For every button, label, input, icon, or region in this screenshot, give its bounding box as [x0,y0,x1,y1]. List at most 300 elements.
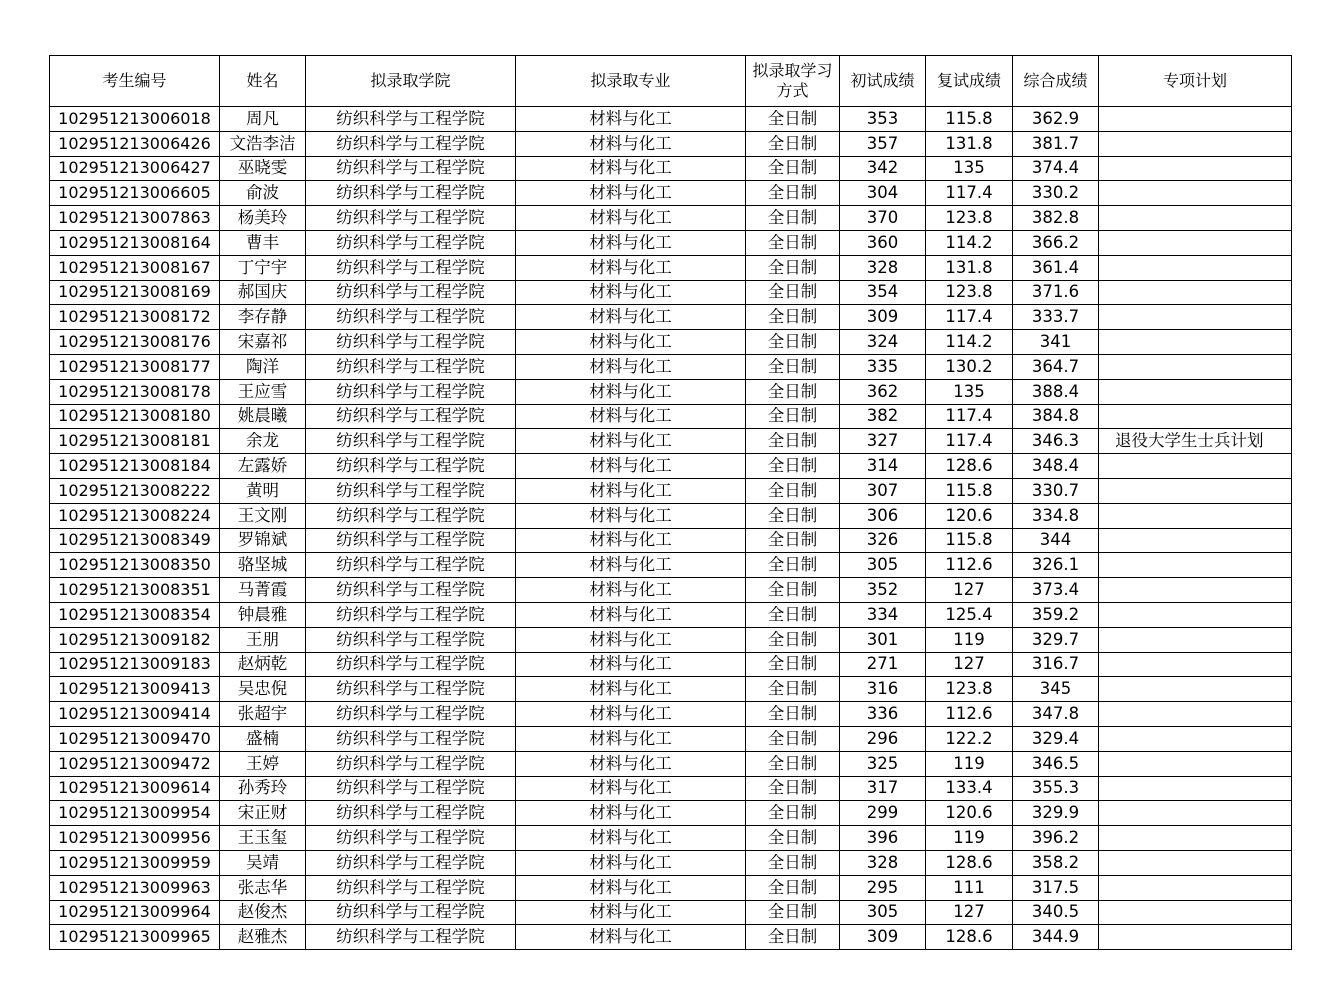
table-row [50,503,1292,528]
cell-initial-score: 271 [840,652,926,677]
cell-total-score: 388.4 [1013,379,1099,404]
cell-total-score: 330.2 [1013,181,1099,206]
cell-retest-score: 117.4 [926,181,1013,206]
cell-exam-id: 102951213006018 [50,107,220,132]
header-exam-id: 考生编号 [50,56,220,107]
cell-exam-id: 102951213008222 [50,478,220,503]
cell-exam-id: 102951213009956 [50,826,220,851]
cell-major: 材料与化工 [516,478,746,503]
cell-name: 曹丰 [220,230,306,255]
cell-college: 纺织科学与工程学院 [306,156,516,181]
cell-college: 纺织科学与工程学院 [306,925,516,950]
cell-study-mode: 全日制 [746,553,840,578]
cell-retest-score: 112.6 [926,702,1013,727]
cell-total-score: 329.9 [1013,801,1099,826]
cell-study-mode: 全日制 [746,900,840,925]
header-total-score: 综合成绩 [1013,56,1099,107]
cell-exam-id: 102951213008164 [50,230,220,255]
cell-retest-score: 115.8 [926,528,1013,553]
cell-retest-score: 122.2 [926,726,1013,751]
cell-total-score: 361.4 [1013,255,1099,280]
cell-special-plan [1099,131,1292,156]
cell-major: 材料与化工 [516,206,746,231]
table-body [50,107,1292,950]
cell-study-mode: 全日制 [746,230,840,255]
cell-exam-id: 102951213008349 [50,528,220,553]
cell-exam-id: 102951213007863 [50,206,220,231]
cell-exam-id: 102951213009182 [50,627,220,652]
cell-college: 纺织科学与工程学院 [306,652,516,677]
table-row [50,900,1292,925]
cell-major: 材料与化工 [516,553,746,578]
cell-name: 姚晨曦 [220,404,306,429]
cell-retest-score: 127 [926,578,1013,603]
cell-study-mode: 全日制 [746,652,840,677]
cell-initial-score: 328 [840,255,926,280]
cell-major: 材料与化工 [516,379,746,404]
cell-major: 材料与化工 [516,776,746,801]
cell-exam-id: 102951213008167 [50,255,220,280]
cell-study-mode: 全日制 [746,255,840,280]
cell-retest-score: 128.6 [926,925,1013,950]
cell-study-mode: 全日制 [746,131,840,156]
cell-initial-score: 370 [840,206,926,231]
cell-exam-id: 102951213008180 [50,404,220,429]
table-row [50,305,1292,330]
cell-name: 巫晓雯 [220,156,306,181]
cell-study-mode: 全日制 [746,478,840,503]
cell-study-mode: 全日制 [746,726,840,751]
cell-name: 王婷 [220,751,306,776]
cell-study-mode: 全日制 [746,801,840,826]
cell-retest-score: 135 [926,156,1013,181]
cell-study-mode: 全日制 [746,503,840,528]
cell-retest-score: 127 [926,652,1013,677]
cell-college: 纺织科学与工程学院 [306,206,516,231]
table-row [50,280,1292,305]
table-row [50,776,1292,801]
cell-retest-score: 114.2 [926,330,1013,355]
cell-college: 纺织科学与工程学院 [306,702,516,727]
cell-major: 材料与化工 [516,354,746,379]
cell-retest-score: 114.2 [926,230,1013,255]
cell-initial-score: 335 [840,354,926,379]
header-row [50,56,1292,107]
cell-major: 材料与化工 [516,925,746,950]
table-row [50,528,1292,553]
cell-initial-score: 316 [840,677,926,702]
cell-special-plan [1099,230,1292,255]
cell-major: 材料与化工 [516,652,746,677]
cell-major: 材料与化工 [516,578,746,603]
cell-study-mode: 全日制 [746,776,840,801]
cell-total-score: 381.7 [1013,131,1099,156]
table-row [50,206,1292,231]
header-study-mode: 拟录取学习方式 [746,56,840,107]
cell-retest-score: 133.4 [926,776,1013,801]
cell-major: 材料与化工 [516,429,746,454]
cell-study-mode: 全日制 [746,454,840,479]
cell-major: 材料与化工 [516,454,746,479]
cell-exam-id: 102951213008350 [50,553,220,578]
cell-special-plan [1099,751,1292,776]
cell-retest-score: 123.8 [926,280,1013,305]
cell-retest-score: 123.8 [926,677,1013,702]
table-row [50,454,1292,479]
cell-name: 骆坚城 [220,553,306,578]
table-row [50,404,1292,429]
cell-initial-score: 354 [840,280,926,305]
cell-name: 马菁霞 [220,578,306,603]
table-row [50,850,1292,875]
cell-name: 宋正财 [220,801,306,826]
cell-initial-score: 334 [840,602,926,627]
cell-retest-score: 117.4 [926,305,1013,330]
table-row [50,553,1292,578]
cell-name: 陶洋 [220,354,306,379]
cell-exam-id: 102951213006427 [50,156,220,181]
cell-retest-score: 125.4 [926,602,1013,627]
cell-college: 纺织科学与工程学院 [306,131,516,156]
cell-major: 材料与化工 [516,156,746,181]
cell-major: 材料与化工 [516,181,746,206]
cell-special-plan [1099,305,1292,330]
cell-college: 纺织科学与工程学院 [306,900,516,925]
cell-initial-score: 325 [840,751,926,776]
cell-initial-score: 305 [840,900,926,925]
cell-study-mode: 全日制 [746,379,840,404]
cell-exam-id: 102951213008178 [50,379,220,404]
cell-name: 王玉玺 [220,826,306,851]
cell-special-plan [1099,379,1292,404]
cell-name: 王应雪 [220,379,306,404]
cell-special-plan [1099,528,1292,553]
cell-initial-score: 304 [840,181,926,206]
cell-exam-id: 102951213009414 [50,702,220,727]
cell-exam-id: 102951213008184 [50,454,220,479]
cell-name: 丁宁宇 [220,255,306,280]
cell-total-score: 362.9 [1013,107,1099,132]
cell-college: 纺织科学与工程学院 [306,776,516,801]
cell-name: 赵俊杰 [220,900,306,925]
cell-study-mode: 全日制 [746,850,840,875]
cell-exam-id: 102951213008169 [50,280,220,305]
cell-total-score: 334.8 [1013,503,1099,528]
cell-special-plan [1099,677,1292,702]
cell-name: 余龙 [220,429,306,454]
cell-college: 纺织科学与工程学院 [306,850,516,875]
cell-major: 材料与化工 [516,107,746,132]
cell-retest-score: 128.6 [926,454,1013,479]
cell-exam-id: 102951213009614 [50,776,220,801]
table-row [50,230,1292,255]
cell-special-plan [1099,181,1292,206]
header-initial-score: 初试成绩 [840,56,926,107]
cell-initial-score: 342 [840,156,926,181]
cell-college: 纺织科学与工程学院 [306,602,516,627]
table-row [50,107,1292,132]
cell-college: 纺织科学与工程学院 [306,107,516,132]
cell-special-plan [1099,404,1292,429]
cell-retest-score: 120.6 [926,801,1013,826]
cell-major: 材料与化工 [516,900,746,925]
cell-total-score: 366.2 [1013,230,1099,255]
table-row [50,156,1292,181]
table-row [50,801,1292,826]
cell-total-score: 382.8 [1013,206,1099,231]
cell-exam-id: 102951213008177 [50,354,220,379]
cell-total-score: 364.7 [1013,354,1099,379]
cell-study-mode: 全日制 [746,404,840,429]
cell-initial-score: 362 [840,379,926,404]
cell-major: 材料与化工 [516,702,746,727]
table-row [50,751,1292,776]
header-name: 姓名 [220,56,306,107]
cell-total-score: 345 [1013,677,1099,702]
cell-college: 纺织科学与工程学院 [306,454,516,479]
cell-initial-score: 327 [840,429,926,454]
cell-retest-score: 119 [926,627,1013,652]
cell-college: 纺织科学与工程学院 [306,528,516,553]
cell-initial-score: 306 [840,503,926,528]
cell-study-mode: 全日制 [746,280,840,305]
cell-retest-score: 117.4 [926,404,1013,429]
cell-exam-id: 102951213009964 [50,900,220,925]
cell-study-mode: 全日制 [746,156,840,181]
cell-total-score: 340.5 [1013,900,1099,925]
cell-total-score: 317.5 [1013,875,1099,900]
cell-college: 纺织科学与工程学院 [306,627,516,652]
cell-major: 材料与化工 [516,255,746,280]
cell-major: 材料与化工 [516,677,746,702]
cell-special-plan [1099,652,1292,677]
table-row [50,925,1292,950]
cell-total-score: 333.7 [1013,305,1099,330]
cell-special-plan [1099,726,1292,751]
cell-total-score: 384.8 [1013,404,1099,429]
cell-special-plan [1099,454,1292,479]
cell-initial-score: 396 [840,826,926,851]
cell-special-plan [1099,627,1292,652]
cell-college: 纺织科学与工程学院 [306,429,516,454]
cell-college: 纺织科学与工程学院 [306,578,516,603]
cell-initial-score: 360 [840,230,926,255]
cell-college: 纺织科学与工程学院 [306,677,516,702]
cell-college: 纺织科学与工程学院 [306,801,516,826]
cell-study-mode: 全日制 [746,826,840,851]
cell-study-mode: 全日制 [746,677,840,702]
cell-exam-id: 102951213008181 [50,429,220,454]
cell-major: 材料与化工 [516,330,746,355]
cell-college: 纺织科学与工程学院 [306,280,516,305]
cell-college: 纺织科学与工程学院 [306,553,516,578]
cell-retest-score: 131.8 [926,255,1013,280]
cell-name: 左露娇 [220,454,306,479]
table-row [50,702,1292,727]
cell-major: 材料与化工 [516,826,746,851]
table-row [50,677,1292,702]
cell-total-score: 371.6 [1013,280,1099,305]
cell-study-mode: 全日制 [746,354,840,379]
cell-retest-score: 112.6 [926,553,1013,578]
cell-college: 纺织科学与工程学院 [306,875,516,900]
table-row [50,875,1292,900]
cell-college: 纺织科学与工程学院 [306,751,516,776]
cell-name: 钟晨雅 [220,602,306,627]
cell-exam-id: 102951213009413 [50,677,220,702]
cell-name: 盛楠 [220,726,306,751]
header-special-plan: 专项计划 [1099,56,1292,107]
cell-major: 材料与化工 [516,850,746,875]
cell-college: 纺织科学与工程学院 [306,181,516,206]
table-row [50,578,1292,603]
cell-major: 材料与化工 [516,230,746,255]
cell-name: 郝国庆 [220,280,306,305]
cell-total-score: 355.3 [1013,776,1099,801]
cell-college: 纺织科学与工程学院 [306,826,516,851]
cell-initial-score: 328 [840,850,926,875]
cell-study-mode: 全日制 [746,305,840,330]
cell-initial-score: 309 [840,925,926,950]
cell-retest-score: 120.6 [926,503,1013,528]
table-row [50,131,1292,156]
cell-exam-id: 102951213009963 [50,875,220,900]
cell-major: 材料与化工 [516,280,746,305]
cell-college: 纺织科学与工程学院 [306,230,516,255]
cell-total-score: 359.2 [1013,602,1099,627]
table-row [50,429,1292,454]
cell-exam-id: 102951213009472 [50,751,220,776]
cell-special-plan [1099,850,1292,875]
cell-name: 俞波 [220,181,306,206]
cell-special-plan [1099,553,1292,578]
cell-name: 孙秀玲 [220,776,306,801]
cell-total-score: 341 [1013,330,1099,355]
cell-exam-id: 102951213008176 [50,330,220,355]
cell-study-mode: 全日制 [746,751,840,776]
cell-major: 材料与化工 [516,751,746,776]
cell-total-score: 316.7 [1013,652,1099,677]
cell-study-mode: 全日制 [746,578,840,603]
cell-special-plan [1099,503,1292,528]
cell-major: 材料与化工 [516,528,746,553]
cell-special-plan [1099,801,1292,826]
cell-college: 纺织科学与工程学院 [306,330,516,355]
cell-name: 宋嘉祁 [220,330,306,355]
cell-special-plan [1099,776,1292,801]
cell-initial-score: 326 [840,528,926,553]
cell-special-plan [1099,702,1292,727]
cell-total-score: 347.8 [1013,702,1099,727]
cell-initial-score: 382 [840,404,926,429]
cell-initial-score: 299 [840,801,926,826]
cell-exam-id: 102951213009954 [50,801,220,826]
cell-total-score: 373.4 [1013,578,1099,603]
cell-initial-score: 352 [840,578,926,603]
cell-exam-id: 102951213006426 [50,131,220,156]
cell-major: 材料与化工 [516,503,746,528]
cell-retest-score: 130.2 [926,354,1013,379]
cell-initial-score: 317 [840,776,926,801]
cell-special-plan [1099,206,1292,231]
cell-college: 纺织科学与工程学院 [306,404,516,429]
cell-college: 纺织科学与工程学院 [306,478,516,503]
cell-major: 材料与化工 [516,875,746,900]
cell-retest-score: 115.8 [926,107,1013,132]
cell-name: 杨美玲 [220,206,306,231]
cell-initial-score: 357 [840,131,926,156]
cell-major: 材料与化工 [516,131,746,156]
cell-major: 材料与化工 [516,726,746,751]
table-row [50,354,1292,379]
cell-study-mode: 全日制 [746,702,840,727]
header-college: 拟录取学院 [306,56,516,107]
admission-list-table [49,55,1292,950]
cell-total-score: 358.2 [1013,850,1099,875]
cell-special-plan [1099,478,1292,503]
cell-study-mode: 全日制 [746,925,840,950]
cell-initial-score: 336 [840,702,926,727]
cell-retest-score: 117.4 [926,429,1013,454]
cell-study-mode: 全日制 [746,181,840,206]
cell-special-plan [1099,280,1292,305]
cell-study-mode: 全日制 [746,429,840,454]
cell-study-mode: 全日制 [746,330,840,355]
cell-total-score: 346.5 [1013,751,1099,776]
table-row [50,627,1292,652]
header-major: 拟录取专业 [516,56,746,107]
cell-total-score: 348.4 [1013,454,1099,479]
cell-study-mode: 全日制 [746,107,840,132]
cell-name: 李存静 [220,305,306,330]
cell-name: 吴忠倪 [220,677,306,702]
cell-name: 罗锦斌 [220,528,306,553]
cell-exam-id: 102951213008354 [50,602,220,627]
cell-special-plan [1099,354,1292,379]
cell-initial-score: 305 [840,553,926,578]
table-row [50,652,1292,677]
table-row [50,726,1292,751]
cell-special-plan [1099,255,1292,280]
cell-special-plan [1099,826,1292,851]
cell-name: 吴靖 [220,850,306,875]
cell-special-plan [1099,578,1292,603]
cell-special-plan [1099,602,1292,627]
cell-major: 材料与化工 [516,627,746,652]
cell-retest-score: 127 [926,900,1013,925]
cell-exam-id: 102951213006605 [50,181,220,206]
cell-major: 材料与化工 [516,602,746,627]
cell-initial-score: 353 [840,107,926,132]
cell-college: 纺织科学与工程学院 [306,305,516,330]
table-row [50,255,1292,280]
cell-initial-score: 295 [840,875,926,900]
cell-total-score: 346.3 [1013,429,1099,454]
cell-retest-score: 128.6 [926,850,1013,875]
cell-retest-score: 119 [926,826,1013,851]
cell-total-score: 396.2 [1013,826,1099,851]
cell-retest-score: 135 [926,379,1013,404]
cell-special-plan: 退役大学生士兵计划 [1099,429,1292,454]
cell-college: 纺织科学与工程学院 [306,503,516,528]
cell-name: 赵炳乾 [220,652,306,677]
cell-retest-score: 119 [926,751,1013,776]
cell-special-plan [1099,156,1292,181]
cell-exam-id: 102951213009959 [50,850,220,875]
cell-major: 材料与化工 [516,404,746,429]
cell-initial-score: 296 [840,726,926,751]
cell-total-score: 326.1 [1013,553,1099,578]
